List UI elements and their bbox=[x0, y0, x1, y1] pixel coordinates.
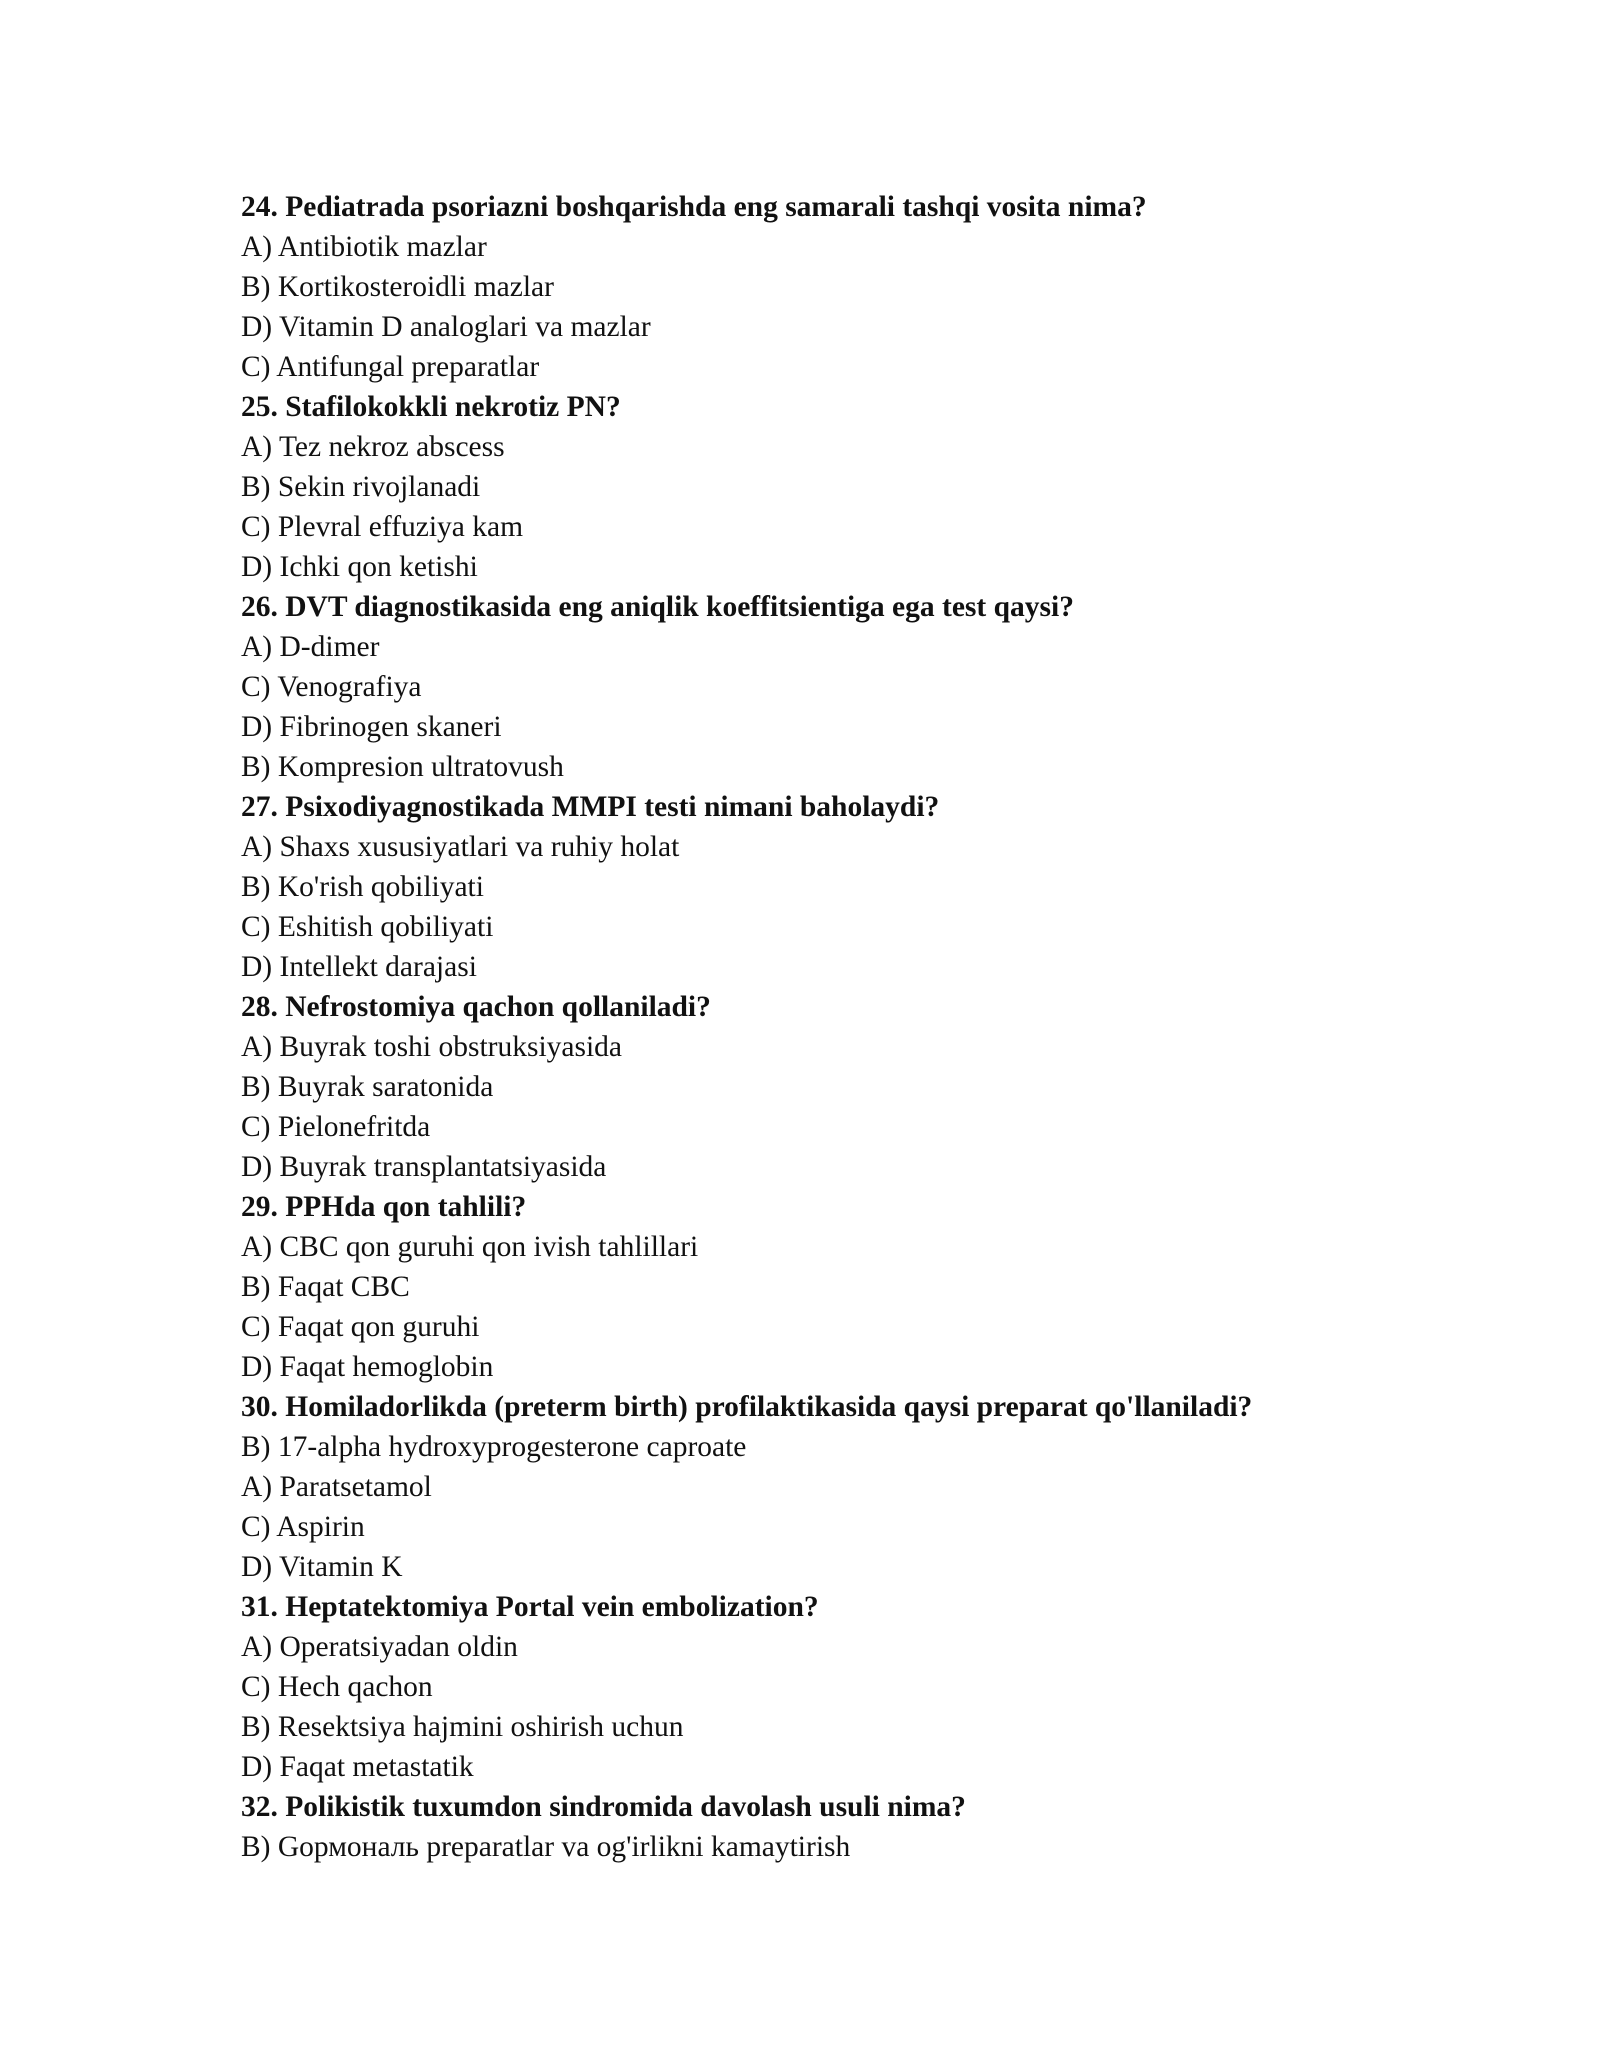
question-block bbox=[241, 187, 1441, 387]
question-text: 28. Nefrostomiya qachon qollaniladi? bbox=[241, 991, 711, 1023]
answer-option: D) Vitamin K bbox=[241, 1551, 403, 1583]
question-text: 29. PPHda qon tahlili? bbox=[241, 1191, 527, 1223]
question-block bbox=[241, 387, 1441, 587]
question-text: 31. Heptatektomiya Portal vein embolization? bbox=[241, 1591, 819, 1623]
answer-option: D) Buyrak transplantatsiyasida bbox=[241, 1151, 607, 1183]
answer-option: C) Faqat qon guruhi bbox=[241, 1311, 480, 1343]
answer-option: D) Vitamin D analoglari va mazlar bbox=[241, 311, 651, 343]
answer-option: A) Buyrak toshi obstruksiyasida bbox=[241, 1031, 623, 1063]
question-text: 26. DVT diagnostikasida eng aniqlik koeffitsientiga ega test qaysi? bbox=[241, 591, 1074, 623]
answer-option: A) Tez nekroz abscess bbox=[241, 431, 505, 463]
answer-option: C) Pielonefritda bbox=[241, 1111, 431, 1143]
answer-option: D) Ichki qon ketishi bbox=[241, 551, 478, 583]
answer-option: C) Eshitish qobiliyati bbox=[241, 911, 494, 943]
answer-option: A) D-dimer bbox=[241, 631, 380, 663]
answer-option: B) Faqat CBC bbox=[241, 1271, 410, 1303]
question-block bbox=[241, 1187, 1441, 1387]
answer-option: A) Antibiotik mazlar bbox=[241, 231, 487, 263]
answer-option: B) Gормональ preparatlar va og'irlikni kamaytirish bbox=[241, 1831, 851, 1863]
question-text: 32. Polikistik tuxumdon sindromida davolash usuli nima? bbox=[241, 1791, 966, 1823]
answer-option: A) CBC qon guruhi qon ivish tahlillari bbox=[241, 1231, 699, 1263]
answer-option: B) Kompresion ultratovush bbox=[241, 751, 564, 783]
question-list bbox=[241, 187, 1441, 1867]
answer-option: D) Intellekt darajasi bbox=[241, 951, 477, 983]
question-block bbox=[241, 1787, 1441, 1867]
answer-option: C) Hech qachon bbox=[241, 1671, 433, 1703]
answer-option: C) Plevral effuziya kam bbox=[241, 511, 524, 543]
answer-option: D) Faqat metastatik bbox=[241, 1751, 474, 1783]
answer-option: C) Aspirin bbox=[241, 1511, 365, 1543]
question-block bbox=[241, 987, 1441, 1187]
question-block bbox=[241, 1387, 1441, 1587]
answer-option: B) 17-alpha hydroxyprogesterone caproate bbox=[241, 1431, 747, 1463]
question-block bbox=[241, 587, 1441, 787]
question-text: 25. Stafilokokkli nekrotiz PN? bbox=[241, 391, 621, 423]
answer-option: D) Faqat hemoglobin bbox=[241, 1351, 494, 1383]
answer-option: B) Ko'rish qobiliyati bbox=[241, 871, 484, 903]
question-text: 27. Psixodiyagnostikada MMPI testi nimani baholaydi? bbox=[241, 791, 940, 823]
question-block bbox=[241, 1587, 1441, 1787]
question-text: 30. Homiladorlikda (preterm birth) profilaktikasida qaysi preparat qo'llaniladi? bbox=[241, 1391, 1253, 1423]
answer-option: C) Venografiya bbox=[241, 671, 422, 703]
answer-option: A) Shaxs xususiyatlari va ruhiy holat bbox=[241, 831, 680, 863]
answer-option: C) Antifungal preparatlar bbox=[241, 351, 540, 383]
answer-option: A) Operatsiyadan oldin bbox=[241, 1631, 518, 1663]
answer-option: B) Buyrak saratonida bbox=[241, 1071, 494, 1103]
answer-option: A) Paratsetamol bbox=[241, 1471, 432, 1503]
answer-option: B) Kortikosteroidli mazlar bbox=[241, 271, 554, 303]
answer-option: B) Sekin rivojlanadi bbox=[241, 471, 481, 503]
answer-option: B) Resektsiya hajmini oshirish uchun bbox=[241, 1711, 684, 1743]
question-text: 24. Pediatrada psoriazni boshqarishda eng samarali tashqi vosita nima? bbox=[241, 191, 1147, 223]
question-block bbox=[241, 787, 1441, 987]
answer-option: D) Fibrinogen skaneri bbox=[241, 711, 502, 743]
